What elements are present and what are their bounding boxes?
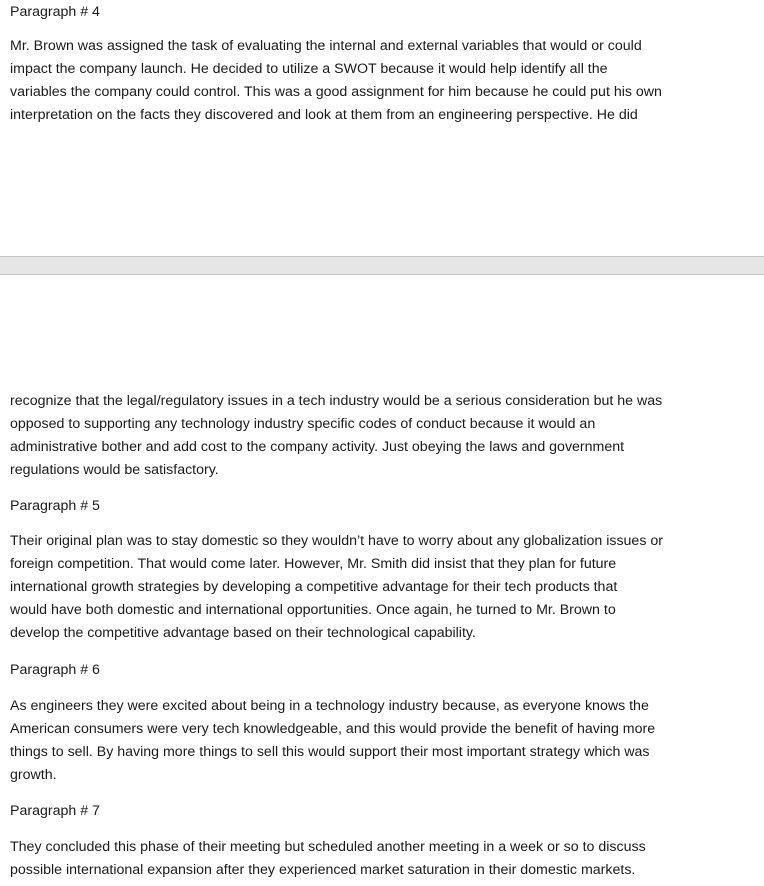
text-line: They concluded this phase of their meeting but scheduled another meeting in a week or so to discuss [10, 839, 646, 855]
text-line: recognize that the legal/regulatory issues in a tech industry would be a serious consideration but he was [10, 393, 663, 409]
paragraph-4-body [10, 35, 764, 127]
text-line: foreign competition. That would come later. However, Mr. Smith did insist that they plan for future [10, 556, 617, 572]
text-line: variables the company could control. This was a good assignment for him because he could put his own [10, 84, 662, 100]
paragraph-6-heading: Paragraph # 6 [10, 662, 100, 678]
text-line: possible international expansion after they experienced market saturation in their domestic markets. [10, 862, 636, 878]
paragraph-4-continued [10, 390, 764, 482]
paragraph-4-heading: Paragraph # 4 [10, 4, 100, 20]
text-line: interpretation on the facts they discovered and look at them from an engineering perspective. He did [10, 107, 638, 123]
text-line: develop the competitive advantage based on their technological capability. [10, 625, 476, 641]
paragraph-7-heading: Paragraph # 7 [10, 803, 100, 819]
text-line: administrative bother and add cost to the company activity. Just obeying the laws and government [10, 439, 625, 455]
text-line: American consumers were very tech knowledgeable, and this would provide the benefit of having more [10, 721, 656, 737]
text-line: As engineers they were excited about being in a technology industry because, as everyone knows the [10, 698, 649, 714]
text-line: things to sell. By having more things to sell this would support their most important strategy which was [10, 744, 650, 760]
paragraph-5-body [10, 530, 764, 645]
text-line: opposed to supporting any technology industry specific codes of conduct because it would an [10, 416, 596, 432]
text-line: would have both domestic and international opportunities. Once again, he turned to Mr. Brown to [10, 602, 616, 618]
text-line: growth. [10, 767, 57, 783]
text-line: regulations would be satisfactory. [10, 462, 219, 478]
paragraph-6-body [10, 695, 764, 787]
text-line: Their original plan was to stay domestic so they wouldn’t have to worry about any globalization issues or [10, 533, 663, 549]
text-line: impact the company launch. He decided to utilize a SWOT because it would help identify all the [10, 61, 608, 77]
text-line: international growth strategies by developing a competitive advantage for their tech products that [10, 579, 618, 595]
page-break-gap [0, 256, 764, 275]
paragraph-7-body [10, 836, 764, 882]
paragraph-5-heading: Paragraph # 5 [10, 498, 100, 514]
text-line: Mr. Brown was assigned the task of evaluating the internal and external variables that would or could [10, 38, 642, 54]
